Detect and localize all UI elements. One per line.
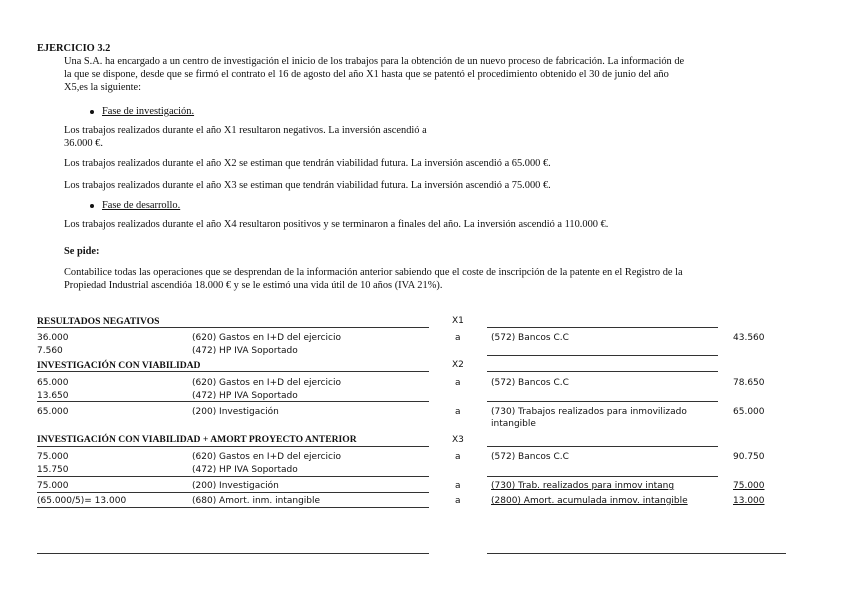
debit-amount: 7.560	[37, 346, 63, 356]
se-pide-heading: Se pide:	[64, 246, 100, 257]
x2-text: Los trabajos realizados durante el año X2 se estiman que tendrán viabilidad futura. La inversión ascendió a 65.000 €.	[64, 158, 551, 169]
debit-amount: 65.000	[37, 378, 69, 388]
year-label-x3: X3	[452, 435, 464, 445]
debit-account: (472) HP IVA Soportado	[192, 465, 298, 475]
year-label-x1: X1	[452, 316, 464, 326]
year-label-x2: X2	[452, 360, 464, 370]
credit-amount: 75.000	[733, 481, 765, 491]
bullet-icon	[90, 204, 94, 208]
task-line-2: Propiedad Industrial ascendióa 18.000 € y se le estimó una vida útil de 10 años (IVA 21%).	[64, 280, 443, 291]
bullet-icon	[90, 110, 94, 114]
credit-top-rule	[487, 446, 718, 447]
debit-account: (200) Investigación	[192, 481, 279, 491]
intro-line-1: Una S.A. ha encargado a un centro de investigación el inicio de los trabajos para la obtención de un nuevo proceso de fabricación. La información de	[64, 56, 685, 67]
bottom-rule-right	[487, 553, 786, 554]
debit-amount: 75.000	[37, 481, 69, 491]
credit-account: (572) Bancos C.C	[491, 378, 569, 388]
credit-account: (572) Bancos C.C	[491, 452, 569, 462]
credit-rule	[487, 476, 718, 477]
task-line-1: Contabilice todas las operaciones que se desprendan de la información anterior sabiendo que el coste de inscripción de la patente en el Registro de la	[64, 267, 683, 278]
debit-amount: 65.000	[37, 407, 69, 417]
x4-text: Los trabajos realizados durante el año X4 resultaron positivos y se terminaron a finales del año. La inversión ascendió a 110.000 €.	[64, 219, 609, 230]
credit-account: (2800) Amort. acumulada inmov. intangible	[491, 496, 688, 506]
debit-account: (472) HP IVA Soportado	[192, 391, 298, 401]
entry-a: a	[455, 496, 461, 506]
credit-account: (730) Trabajos realizados para inmovilizado intangible	[491, 407, 687, 429]
header-underline	[37, 446, 429, 447]
credit-account: (572) Bancos C.C	[491, 333, 569, 343]
row-rule	[37, 476, 429, 477]
exercise-title: EJERCICIO 3.2	[37, 43, 111, 54]
debit-account: (472) HP IVA Soportado	[192, 346, 298, 356]
row-rule	[37, 401, 429, 402]
debit-account: (620) Gastos en I+D del ejercicio	[192, 378, 342, 388]
intro-line-2: la que se dispone, desde que se firmó el contrato el 16 de agosto del año X1 hasta que se patentó el procedimiento obtenido el 30 de junio del año	[64, 69, 669, 80]
debit-amount: 36.000	[37, 333, 69, 343]
header-underline	[37, 371, 429, 372]
entry-a: a	[455, 452, 461, 462]
section-header-viabilidad-amort: INVESTIGACIÓN CON VIABILIDAD + AMORT PROYECTO ANTERIOR	[37, 434, 357, 445]
debit-amount: 13.650	[37, 391, 69, 401]
row-rule	[37, 507, 429, 508]
x1-text: Los trabajos realizados durante el año X1 resultaron negativos. La inversión ascendió a	[64, 125, 427, 136]
credit-rule	[487, 401, 718, 402]
phase-investigacion: Fase de investigación.	[102, 106, 195, 117]
credit-amount: 65.000	[733, 407, 765, 417]
header-underline	[37, 327, 429, 328]
debit-account: (620) Gastos en I+D del ejercicio	[192, 452, 342, 462]
credit-rule	[487, 355, 718, 356]
credit-amount: 13.000	[733, 496, 765, 506]
debit-amount: (65.000/5)= 13.000	[37, 496, 127, 506]
entry-a: a	[455, 378, 461, 388]
debit-account: (620) Gastos en I+D del ejercicio	[192, 333, 342, 343]
x1-amount: 36.000 €.	[64, 138, 103, 149]
entry-a: a	[455, 333, 461, 343]
credit-amount: 78.650	[733, 378, 765, 388]
section-header-resultados-negativos: RESULTADOS NEGATIVOS	[37, 316, 160, 327]
intro-line-3: X5,es la siguiente:	[64, 82, 142, 93]
entry-a: a	[455, 481, 461, 491]
debit-account: (200) Investigación	[192, 407, 279, 417]
credit-account: (730) Trab. realizados para inmov intang	[491, 481, 675, 491]
bottom-rule-left	[37, 553, 429, 554]
credit-top-rule	[487, 371, 718, 372]
debit-amount: 75.000	[37, 452, 69, 462]
x3-text: Los trabajos realizados durante el año X3 se estiman que tendrán viabilidad futura. La inversión ascendió a 75.000 €.	[64, 180, 551, 191]
phase-desarrollo: Fase de desarrollo.	[102, 200, 181, 211]
debit-account: (680) Amort. inm. intangible	[192, 496, 321, 506]
debit-amount: 15.750	[37, 465, 69, 475]
entry-a: a	[455, 407, 461, 417]
credit-amount: 90.750	[733, 452, 765, 462]
credit-top-rule	[487, 327, 718, 328]
row-rule	[37, 492, 429, 493]
section-header-investigacion-viabilidad: INVESTIGACIÓN CON VIABILIDAD	[37, 360, 201, 371]
credit-amount: 43.560	[733, 333, 765, 343]
